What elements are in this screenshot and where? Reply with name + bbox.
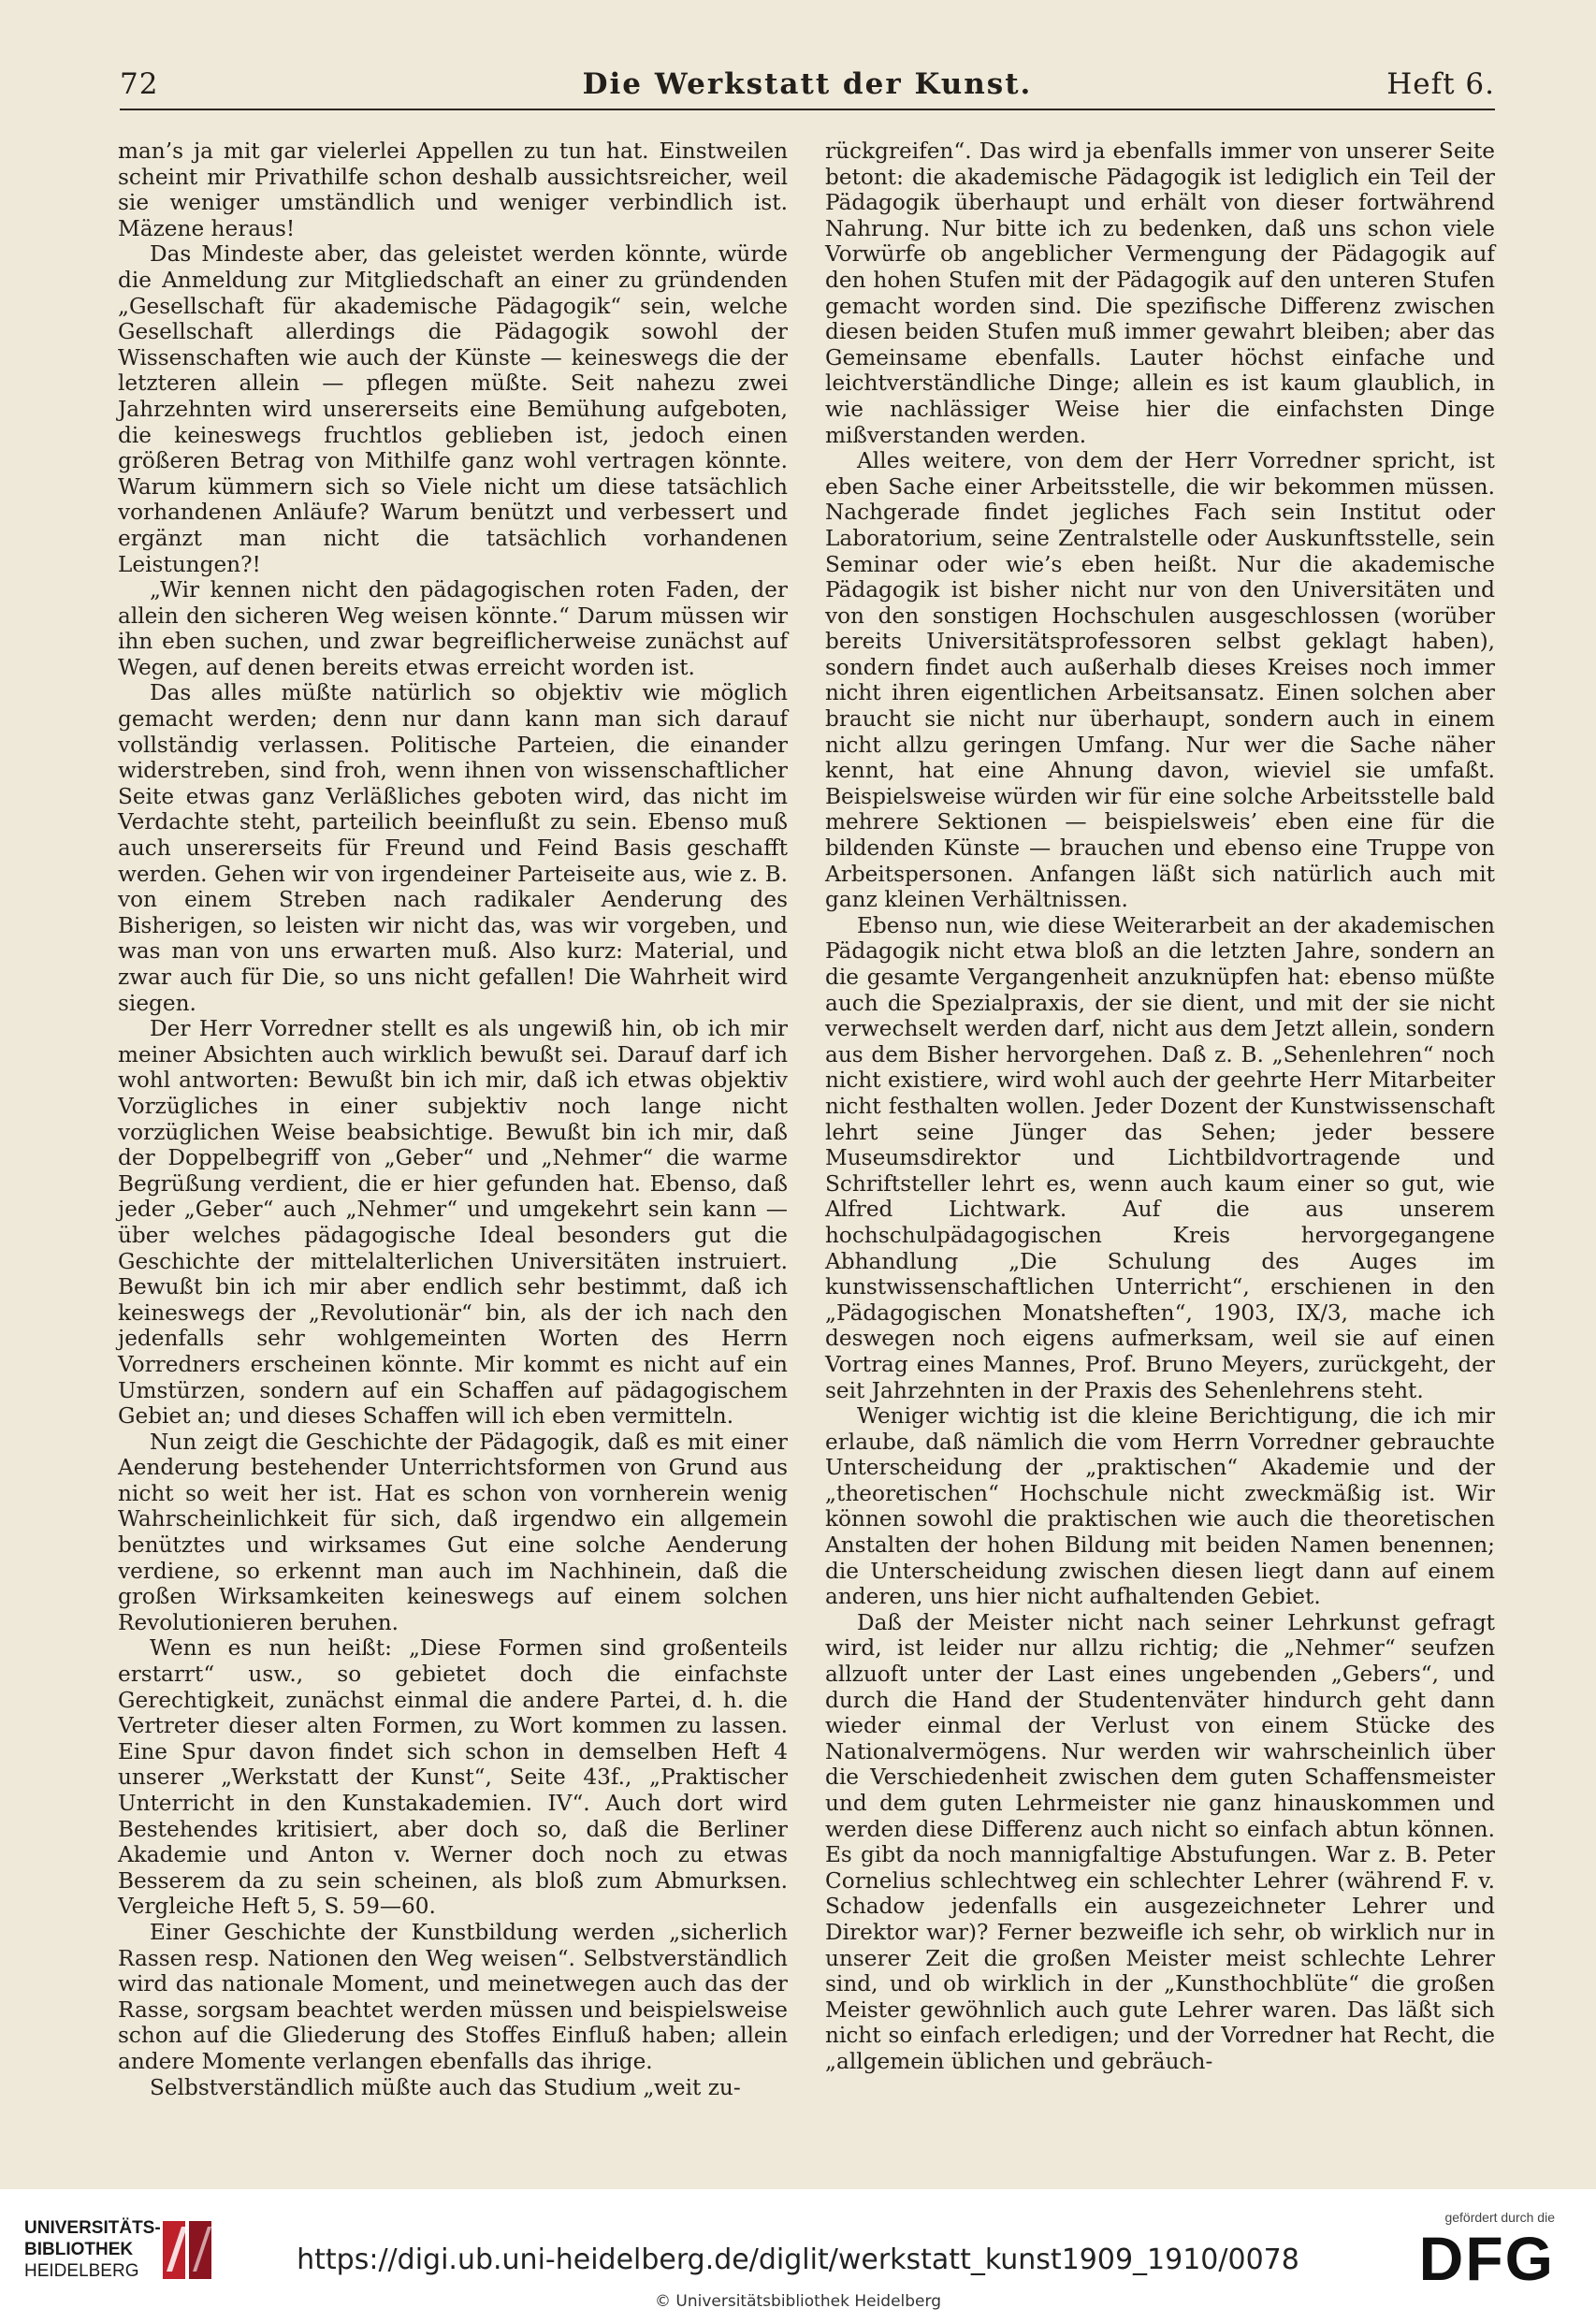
dfg-funding-logo[interactable] (1377, 2210, 1555, 2292)
logo-line: BIBLIOTHEK (24, 2240, 134, 2259)
right-column (825, 138, 1495, 2075)
page-number: 72 (120, 67, 159, 101)
paragraph: rückgreifen“. Das wird ja ebenfalls immer von unserer Seite betont: die akademische Pädagogik ist lediglich ein Teil der Pädagogik überhaupt und erhält von dieser fortwährend Nahrung. Nur bitte ich zu bedenken, daß uns schon viele Vorwürfe ob angeblicher Vermengung der Pädagogik auf den hohen Stufen mit der Pädagogik auf den unteren Stufen gemacht worden sind. Die spezifische Differenz zwischen diesen beiden Stufen muß immer gewahrt bleiben; aber das Gemeinsame ebenfalls. Lauter höchst einfache und leichtverständliche Dinge; allein es ist kaum glaublich, in wie nachlässiger Weise hier die einfachsten Dinge mißverstanden werden. (825, 138, 1495, 448)
paragraph: Das alles müßte natürlich so objektiv wie möglich gemacht werden; denn nur dann kann man sich darauf vollständig verlassen. Politische Parteien, die einander widerstreben, sind froh, wenn ihnen von wissenschaftlicher Seite etwas ganz Verläßliches geboten wird, das nicht im Verdachte steht, parteilich beeinflußt zu sein. Ebenso muß auch unsererseits für Freund und Feind Basis geschafft werden. Gehen wir von irgendeiner Parteiseite aus, wie z. B. von einem Streben nach radikaler Aenderung des Bisherigen, so leisten wir nicht das, was wir vorgeben, und was man von uns erwarten muß. Also kurz: Material, und zwar auch für Die, so uns nicht gefallen! Die Wahrheit wird siegen. (118, 680, 788, 1016)
left-column (118, 138, 788, 2100)
dfg-wordmark: DFG (1418, 2224, 1555, 2293)
running-header (120, 62, 1495, 109)
journal-title: Die Werkstatt der Kunst. (582, 67, 1033, 101)
paragraph: Selbstverständlich müßte auch das Studium „weit zu- (150, 2074, 741, 2100)
paragraph: Alles weitere, von dem der Herr Vorredner spricht, ist eben Sache einer Arbeitsstelle, die wir bekommen müssen. Nachgerade findet jegliches Fach sein Institut oder Laboratorium, seine Zentralstelle oder Auskunftsstelle, sein Seminar oder wie’s eben heißt. Nur die akademische Pädagogik ist bisher nicht nur von den Universitäten und von den sonstigen Hochschulen ausgeschlossen (worüber bereits Universitätsprofessoren selbst geklagt haben), sondern findet auch außerhalb dieses Kreises noch immer nicht ihren eigentlichen Arbeitsansatz. Einen solchen aber braucht sie nicht nur überhaupt, sondern auch in einem nicht allzu geringen Umfang. Nur wer die Sache näher kennt, hat eine Ahnung davon, wieviel sie umfaßt. Beispielsweise würden wir für eine solche Arbeitsstelle bald mehrere Sektionen — beispielsweis’ eben eine für die bildenden Künste — brauchen und ebenso eine Truppe von Arbeitspersonen. Anfangen läßt sich natürlich auch mit ganz kleinen Verhältnissen. (825, 448, 1495, 913)
paragraph: Ebenso nun, wie diese Weiterarbeit an der akademischen Pädagogik nicht etwa bloß an die letzten Jahre, sondern an die gesamte Vergangenheit anzuknüpfen hat: ebenso müßte auch die Spezialpraxis, der sie dient, und mit der sie nicht verwechselt werden darf, nicht aus dem Jetzt allein, sondern aus dem Bisher hervorgehen. Daß z. B. „Sehenlehren“ noch nicht existiere, wird wohl auch der geehrte Herr Mitarbeiter nicht festhalten wollen. Jeder Dozent der Kunstwissenschaft lehrt seine Jünger das Sehen; jeder bessere Museumsdirektor und Lichtbildvortragende und Schriftsteller lehrt es, wenn auch kaum einer so gut, wie Alfred Lichtwark. Auf die aus unserem hochschulpädagogischen Kreis hervorgegangene Abhandlung „Die Schulung des Auges im kunstwissenschaftlichen Unterricht“, erschienen in den „Pädagogischen Monatsheften“, 1903, IX/3, mache ich deswegen noch eigens aufmerksam, weil sie auf einen Vortrag eines Mannes, Prof. Bruno Meyers, zurückgeht, der seit Jahrzehnten in der Praxis des Sehenlehrens steht. (825, 912, 1495, 1403)
paragraph: Daß der Meister nicht nach seiner Lehrkunst gefragt wird, ist leider nur allzu richtig; die „Nehmer“ seufzen allzuoft unter der Last eines ungebenden „Gebers“, und durch die Hand der Studentenväter hindurch geht dann wieder einmal der Verlust von einem Stücke des Nationalvermögens. Nur werden wir wahrscheinlich über die Verschiedenheit zwischen dem guten Schaffensmeister und dem guten Lehrmeister nie ganz hinauskommen und werden diese Differenz auch nicht so einfach abtun können. Es gibt da noch mannigfaltige Abstufungen. War z. B. Peter Cornelius schlechtweg ein schlechter Lehrer (während F. v. Schadow jedenfalls ein ausgezeichneter Lehrer und Direktor war)? Ferner bezweifle ich sehr, ob wirklich nur in unserer Zeit die großen Meister meist schlechte Lehrer sind, und ob wirklich in der „Kunsthochblüte“ die großen Meister gewöhnlich auch gute Lehrer waren. Das läßt sich nicht so einfach erledigen; und der Vorredner hat Recht, die „allgemein üblichen und gebräuch- (825, 1609, 1495, 2074)
viewer-footer (0, 2189, 1596, 2323)
logo-line: HEIDELBERG (24, 2261, 139, 2281)
paragraph: Wenn es nun heißt: „Diese Formen sind großenteils erstarrt“ usw., so gebietet doch die einfachste Gerechtigkeit, zunächst einmal die andere Partei, d. h. die Vertreter dieser alten Formen, zu Wort kommen zu lassen. Eine Spur davon findet sich schon in demselben Heft 4 unserer „Werkstatt der Kunst“, Seite 43f., „Praktischer Unterricht in den Kunstakademien. IV“. Auch dort wird Bestehendes kritisiert, aber doch so, daß die Berliner Akademie und Anton v. Werner doch noch zu etwas Besserem da zu sein scheinen, als bloß zum Abmurksen. Vergleiche Heft 5, S. 59—60. (118, 1635, 788, 1920)
paragraph: Der Herr Vorredner stellt es als ungewiß hin, ob ich mir meiner Absichten auch wirklich bewußt sei. Darauf darf ich wohl antworten: Bewußt bin ich mir, daß ich etwas objektiv Vorzügliches in einer subjektiv noch lange nicht vorzüglichen Weise beabsichtige. Bewußt bin ich mir, daß der Doppelbegriff von „Geber“ und „Nehmer“ die warme Begrüßung verdient, die er hier gefunden hat. Ebenso, daß jeder „Geber“ auch „Nehmer“ und umgekehrt sein kann — über welches pädagogische Ideal besonders gut die Geschichte der mittelalterlichen Universitäten instruiert. Bewußt bin ich mir aber endlich sehr bestimmt, daß ich keineswegs der „Revolutionär“ bin, als der ich nach den jedenfalls sehr wohlgemeinten Worten des Herrn Vorredners erscheinen könnte. Mir kommt es nicht auf ein Umstürzen, sondern auf ein Schaffen auf pädagogischem Gebiet an; und dieses Schaffen will ich eben vermitteln. (118, 1016, 788, 1430)
paragraph: „Wir kennen nicht den pädagogischen roten Faden, der allein den sicheren Weg weisen könnte.“ Darum müssen wir ihn eben suchen, und zwar begreiflicherweise zunächst auf Wegen, auf denen bereits etwas erreicht worden ist. (118, 577, 788, 680)
paragraph: Das Mindeste aber, das geleistet werden könnte, würde die Anmeldung zur Mitgliedschaft an einer zu gründenden „Gesellschaft für akademische Pädagogik“ sein, welche Gesellschaft allerdings die Pädagogik sowohl der Wissenschaften wie auch der Künste — keineswegs die der letzteren allein — pflegen müßte. Seit nahezu zwei Jahrzehnten wird unsererseits eine Bemühung aufgeboten, die keineswegs fruchtlos geblieben ist, jedoch einen größeren Betrag von Mithilfe ganz wohl vertragen könnte. Warum kümmern sich so Viele nicht um diese tatsächlich vorhandenen Anläufe? Warum benützt und verbessert und ergänzt man nicht die tatsächlich vorhandenen Leistungen?! (118, 241, 788, 577)
logo-line: UNIVERSITÄTS- (24, 2218, 161, 2238)
permalink-url[interactable]: https://digi.ub.uni-heidelberg.de/diglit/werkstatt_kunst1909_1910/0078 (297, 2243, 1299, 2276)
paragraph: Einer Geschichte der Kunstbildung werden „sicherlich Rassen resp. Nationen den Weg weisen“. Selbstverständlich wird das nationale Moment, und meinetwegen auch das der Rasse, sorgsam beachtet werden müssen und beispielsweise schon auf die Gliederung des Stoffes Einfluß haben; allein andere Momente verlangen ebenfalls das ihrige. (118, 1919, 788, 2074)
paragraph: Weniger wichtig ist die kleine Berichtigung, die ich mir erlaube, daß nämlich die vom Herrn Vorredner gebrauchte Unterscheidung der „praktischen“ Akademie und der „theoretischen“ Hochschule nicht zweckmäßig ist. Wir können sowohl die praktischen wie auch die theoretischen Anstalten der hohen Bildung mit beiden Namen benennen; die Unterscheidung zwischen diesen liegt dann auf einem anderen, uns hier nicht aufhaltenden Gebiet. (825, 1403, 1495, 1610)
funding-text: gefördert durch die (1444, 2210, 1555, 2225)
paragraph: man’s ja mit gar vielerlei Appellen zu tun hat. Einstweilen scheint mir Privathilfe schon deshalb aussichtsreicher, weil sie weniger umständlich und weniger verbindlich ist. Mäzene heraus! (118, 138, 788, 241)
header-rule (120, 109, 1495, 110)
issue-label: Heft 6. (1386, 67, 1495, 101)
copyright-notice: © Universitätsbibliothek Heidelberg (654, 2292, 941, 2311)
paragraph: Nun zeigt die Geschichte der Pädagogik, daß es mit einer Aenderung bestehender Unterrichtsformen von Grund aus nicht so weit her ist. Hat es schon von vornherein wenig Wahrscheinlichkeit für sich, daß irgendwo ein allgemein benütztes und wirksames Gut eine solche Aenderung verdiene, so erkennt man auch im Nachhinein, daß die großen Wirksamkeiten keineswegs auf einem solchen Revolutionieren beruhen. (118, 1429, 788, 1635)
